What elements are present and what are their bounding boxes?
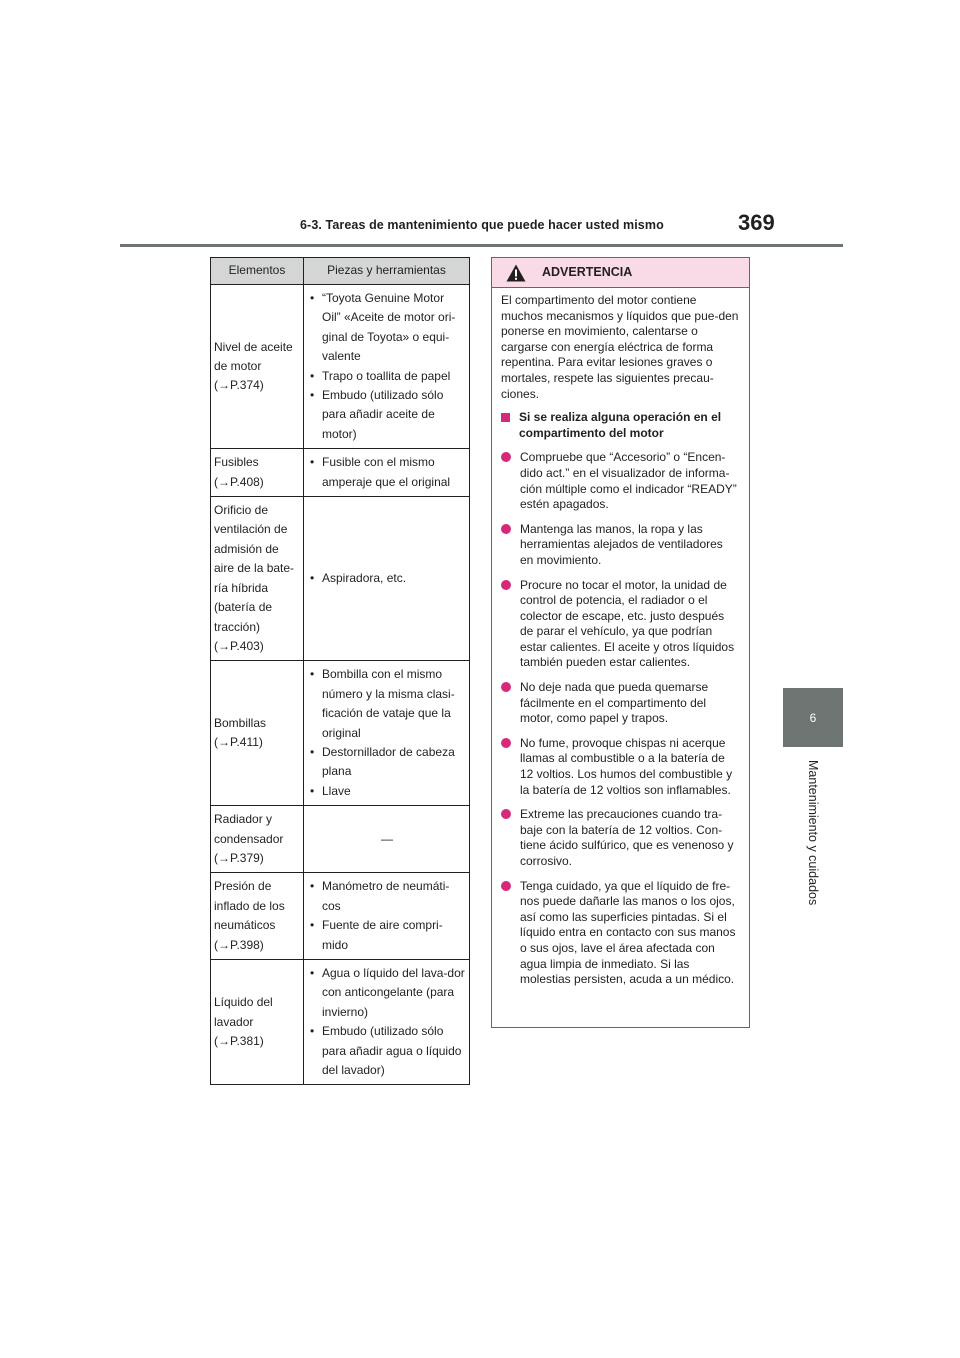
warning-header xyxy=(492,258,749,288)
element-line: inflado de los xyxy=(214,898,285,913)
element-line: (→P.408) xyxy=(214,474,264,489)
element-line: aire de la bate- xyxy=(214,561,295,576)
tools-list xyxy=(308,665,466,801)
tools-list xyxy=(308,569,466,588)
element-line: Fusibles xyxy=(214,455,259,470)
warning-item-text: Tenga cuidado, ya que el líquido de fre-nos puede dañarle las manos o los ojos, así como las superficies pintadas. Si el líquido entra en contacto con sus manos o sus ojos, lave el área afectada con agua limpia de inmediato. Si las molestias persisten, acuda a un médico. xyxy=(520,878,736,987)
tools-cell xyxy=(304,285,470,449)
element-line: Orificio de xyxy=(214,503,269,518)
empty-dash: — xyxy=(381,831,393,846)
chapter-title: Mantenimiento y cuidados xyxy=(806,760,820,906)
table-row xyxy=(211,661,470,806)
warning-section-title xyxy=(501,410,739,441)
element-line: (→P.374) xyxy=(214,378,264,393)
round-bullet-icon xyxy=(501,452,511,462)
parts-table xyxy=(210,257,470,1085)
warning-item xyxy=(501,578,739,672)
header-rule xyxy=(120,244,843,247)
table-row xyxy=(211,285,470,449)
element-line: Presión de xyxy=(214,879,272,894)
warning-item-text: Compruebe que “Accesorio” o “Encen-dido act.” en el visualizador de informa-ción múltiple como el indicador “READY” estén apagados. xyxy=(520,450,737,512)
table-body xyxy=(211,285,470,1085)
list-item: • Llave xyxy=(308,782,466,801)
table-header-row xyxy=(211,258,470,285)
warning-item xyxy=(501,736,739,798)
col-header-elements: Elementos xyxy=(211,258,304,285)
element-cell xyxy=(211,449,304,497)
element-line: ventilación de xyxy=(214,522,288,537)
element-line: Bombillas xyxy=(214,715,267,730)
element-line: lavador xyxy=(214,1014,254,1029)
warning-item-text: Procure no tocar el motor, la unidad de control de potencia, el radiador o el colector de escape, etc. justo después de parar el vehículo, ya que podrían estar calientes. El aceite y otros líquidos también pueden estar calientes. xyxy=(520,577,735,670)
list-item: • “Toyota Genuine Motor Oil” «Aceite de motor ori-ginal de Toyota» o equi-valente xyxy=(308,289,466,367)
warning-body xyxy=(492,288,749,988)
col-header-tools: Piezas y herramientas xyxy=(304,258,470,285)
tools-cell xyxy=(304,960,470,1085)
section-title: 6-3. Tareas de mantenimiento que puede hacer usted mismo xyxy=(300,218,664,232)
warning-item-text: No fume, provoque chispas ni acerque llamas al combustible o a la batería de 12 voltios. Los humos del combustible y la batería de 12 voltios son inflamables. xyxy=(520,735,733,797)
list-item: • Aspiradora, etc. xyxy=(308,569,466,588)
element-line: neumáticos xyxy=(214,918,276,933)
element-line: (→P.411) xyxy=(214,735,263,750)
element-line: condensador xyxy=(214,831,284,846)
warning-box xyxy=(491,257,750,1028)
tools-list xyxy=(308,964,466,1080)
warning-title: ADVERTENCIA xyxy=(542,264,633,279)
square-bullet-icon xyxy=(501,413,510,422)
element-line: Líquido del xyxy=(214,995,273,1010)
tools-cell xyxy=(304,661,470,806)
element-line: (→P.398) xyxy=(214,937,264,952)
round-bullet-icon xyxy=(501,524,511,534)
list-item: • Fuente de aire compri-mido xyxy=(308,916,466,955)
page-number: 369 xyxy=(738,210,775,235)
warning-item xyxy=(501,807,739,869)
warning-triangle-icon xyxy=(506,264,526,282)
table-row xyxy=(211,449,470,497)
tools-cell xyxy=(304,497,470,661)
list-item: • Bombilla con el mismo número y la misma clasi-ficación de vataje que la original xyxy=(308,665,466,743)
table-row xyxy=(211,497,470,661)
list-item: • Manómetro de neumáti-cos xyxy=(308,877,466,916)
list-item: • Trapo o toallita de papel xyxy=(308,367,466,386)
warning-intro: El compartimento del motor contiene muchos mecanismos y líquidos que pue-den ponerse en movimiento, calentarse o cargarse con energía eléctrica de forma repentina. Para evitar lesiones graves o mortales, respete las siguientes precau-ciones. xyxy=(501,293,739,401)
element-line: Radiador y xyxy=(214,812,273,827)
warning-item-text: Extreme las precauciones cuando tra-baje con la batería de 12 voltios. Con-tiene ácido sulfúrico, que es venenoso y corrosivo. xyxy=(520,807,734,868)
tools-cell xyxy=(304,873,470,960)
element-cell xyxy=(211,873,304,960)
warning-items xyxy=(501,450,739,987)
tools-cell xyxy=(304,449,470,497)
list-item: • Embudo (utilizado sólo para añadir aceite de motor) xyxy=(308,386,466,444)
warning-section-title-text: Si se realiza alguna operación en el compartimento del motor xyxy=(519,410,722,440)
element-cell xyxy=(211,806,304,873)
element-line: admisión de xyxy=(214,541,279,556)
warning-item-text: No deje nada que pueda quemarse fácilmente en el compartimento del motor, como papel y trapos. xyxy=(520,680,709,726)
chapter-title-vertical xyxy=(760,760,820,920)
warning-item xyxy=(501,522,739,569)
list-item: • Destornillador de cabeza plana xyxy=(308,743,466,782)
table-row xyxy=(211,960,470,1085)
chapter-number: 6 xyxy=(809,710,817,725)
element-line: (→P.379) xyxy=(214,850,264,865)
tools-list xyxy=(308,877,466,955)
round-bullet-icon xyxy=(501,682,511,692)
element-line: ría híbrida xyxy=(214,580,269,595)
element-line: de motor xyxy=(214,358,262,373)
tools-list xyxy=(308,289,466,444)
round-bullet-icon xyxy=(501,738,511,748)
round-bullet-icon xyxy=(501,580,511,590)
element-cell xyxy=(211,661,304,806)
warning-item xyxy=(501,879,739,988)
element-line: Nivel de aceite xyxy=(214,339,293,354)
table-row xyxy=(211,806,470,873)
tools-cell xyxy=(304,806,470,873)
round-bullet-icon xyxy=(501,881,511,891)
warning-item xyxy=(501,680,739,727)
chapter-tab xyxy=(783,688,843,747)
table-row xyxy=(211,873,470,960)
element-cell xyxy=(211,960,304,1085)
list-item: • Agua o líquido del lava-dor con anticongelante (para invierno) xyxy=(308,964,466,1022)
warning-item-text: Mantenga las manos, la ropa y las herramientas alejados de ventiladores en movimiento. xyxy=(520,521,723,567)
element-line: (→P.403) xyxy=(214,638,264,653)
warning-item xyxy=(501,450,739,512)
element-line: (batería de xyxy=(214,600,273,615)
element-cell xyxy=(211,285,304,449)
list-item: • Fusible con el mismo amperaje que el original xyxy=(308,453,466,492)
element-line: (→P.381) xyxy=(214,1033,264,1048)
element-line: tracción) xyxy=(214,619,261,634)
element-cell xyxy=(211,497,304,661)
round-bullet-icon xyxy=(501,809,511,819)
tools-list xyxy=(308,453,466,492)
list-item: • Embudo (utilizado sólo para añadir agua o líquido del lavador) xyxy=(308,1022,466,1080)
